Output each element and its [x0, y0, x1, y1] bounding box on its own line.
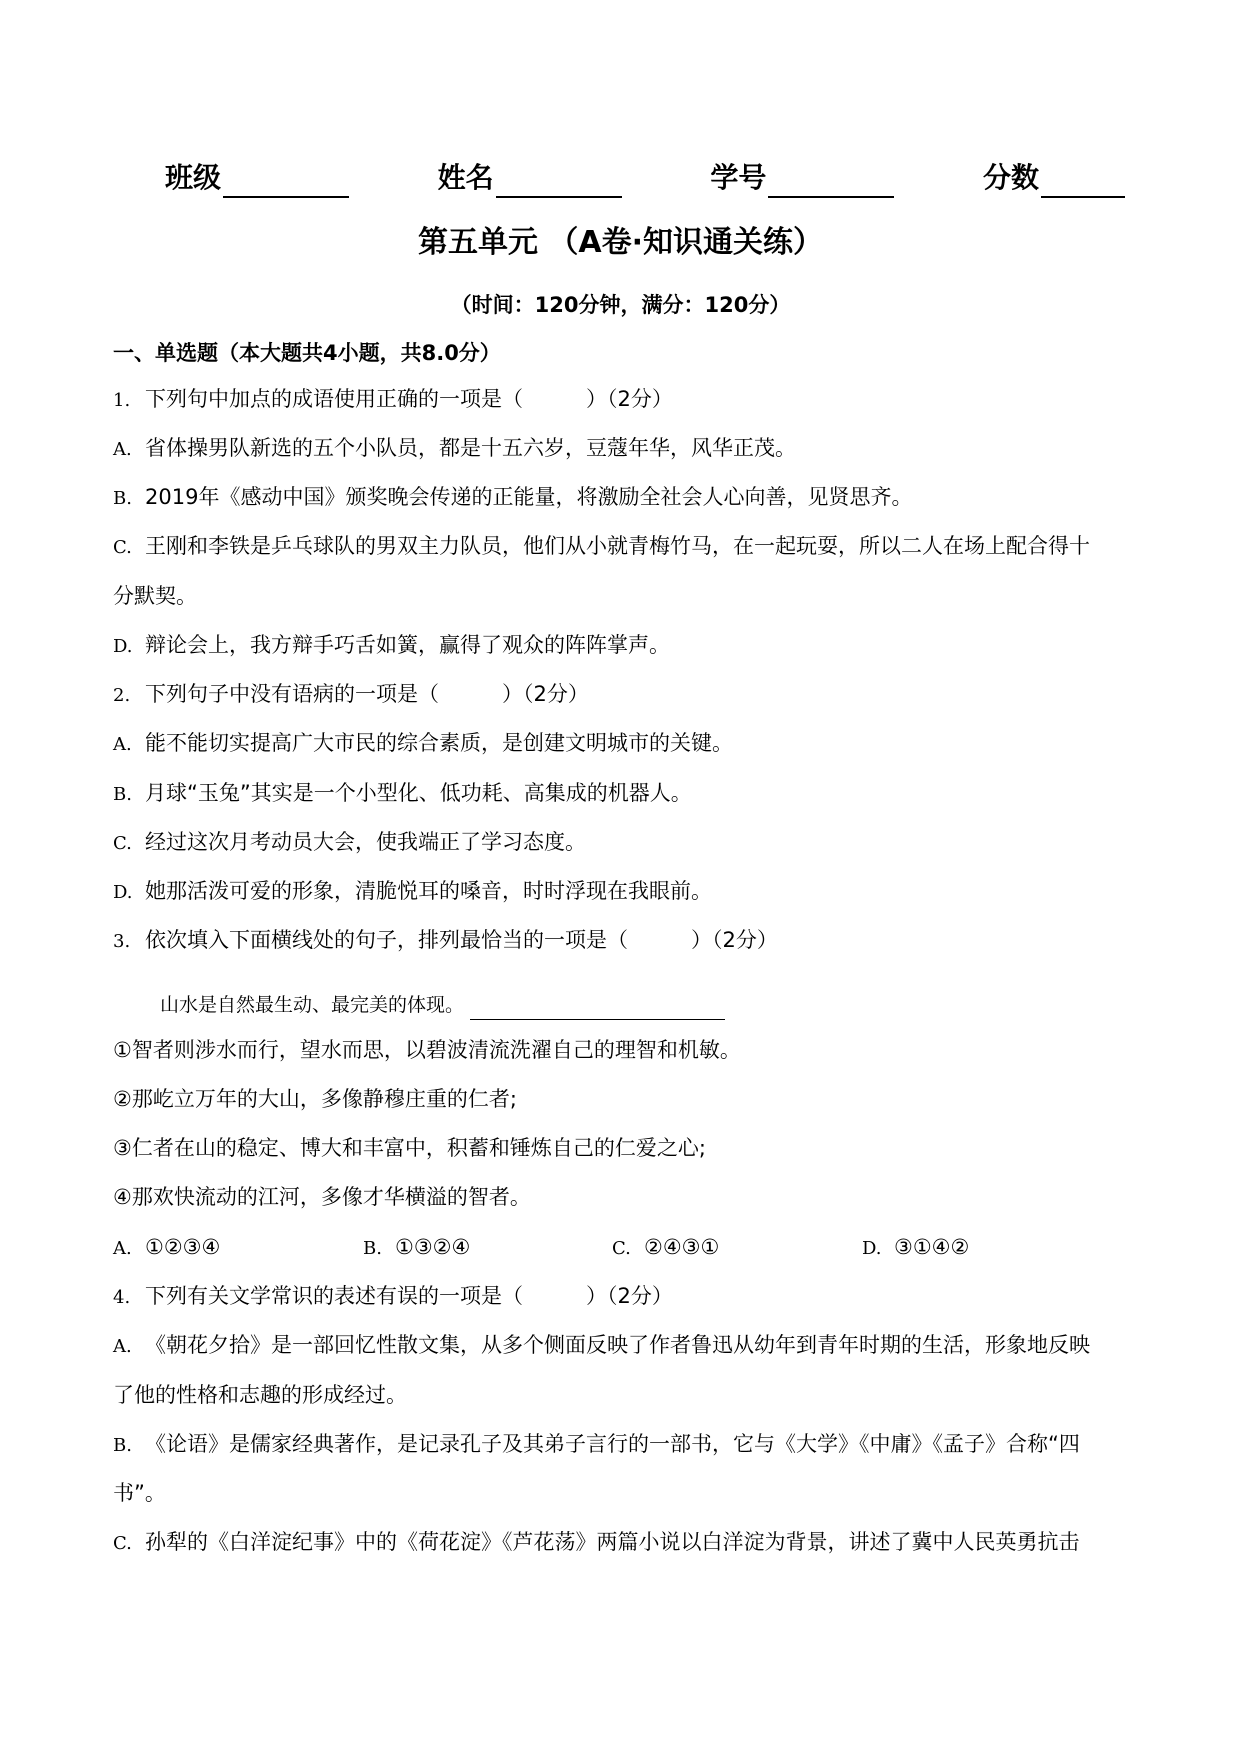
score-blank — [1041, 164, 1125, 198]
question-number: 4. — [113, 1287, 131, 1308]
name-blank — [496, 164, 622, 198]
option-3d — [862, 1232, 969, 1264]
question-stem: 下列有关文学常识的表述有误的一项是（ ）（2分） — [145, 1284, 673, 1308]
question-stem: 依次填入下面横线处的句子，排列最恰当的一项是（ ）（2分） — [145, 928, 778, 952]
option-text: ③①④② — [894, 1235, 970, 1259]
id-label: 学号 — [710, 161, 767, 194]
option-text: 经过这次月考动员大会，使我端正了学习态度。 — [145, 830, 586, 854]
question-number: 2. — [113, 685, 131, 706]
option-label: D. — [113, 636, 133, 657]
option-1d — [113, 630, 670, 662]
section-heading: 一、单选题（本大题共4小题，共8.0分） — [113, 341, 501, 365]
option-label: A. — [113, 1336, 132, 1357]
option-3b — [363, 1232, 470, 1264]
option-label: D. — [113, 882, 133, 903]
sentence-4: ④那欢快流动的江河，多像才华横溢的智者。 — [113, 1185, 531, 1209]
page-subtitle: （时间：120分钟，满分：120分） — [450, 293, 791, 317]
option-text: 2019年《感动中国》颁奖晚会传递的正能量，将激励全社会人心向善，见贤思齐。 — [145, 485, 913, 509]
option-4a — [113, 1330, 1090, 1362]
question-4 — [113, 1281, 673, 1313]
option-label: C. — [113, 833, 132, 854]
option-label: B. — [113, 1435, 132, 1456]
option-text: 她那活泼可爱的形象，清脆悦耳的嗓音，时时浮现在我眼前。 — [145, 879, 712, 903]
option-2d — [113, 876, 712, 908]
score-label: 分数 — [982, 161, 1039, 194]
option-4c — [113, 1527, 1080, 1559]
name-label: 姓名 — [437, 161, 494, 194]
option-3c — [612, 1232, 719, 1264]
sentence-1: ①智者则涉水而行，望水而思，以碧波清流洗濯自己的理智和机敏。 — [113, 1038, 741, 1062]
class-label: 班级 — [165, 161, 222, 194]
option-label: C. — [113, 537, 132, 558]
question-number: 1. — [113, 390, 131, 411]
option-label: D. — [862, 1238, 882, 1259]
score-field — [983, 158, 1125, 198]
id-field — [710, 158, 894, 198]
option-label: A. — [113, 1238, 132, 1259]
sentence-2: ②那屹立万年的大山，多像静穆庄重的仁者; — [113, 1087, 517, 1111]
question-2 — [113, 679, 589, 711]
option-label: A. — [113, 734, 132, 755]
option-2c — [113, 827, 586, 859]
question-number: 3. — [113, 931, 131, 952]
option-text: 《论语》是儒家经典著作，是记录孔子及其弟子言行的一部书，它与《大学》《中庸》《孟子》合称“四 — [145, 1432, 1080, 1456]
class-field — [165, 158, 349, 198]
option-label: A. — [113, 439, 132, 460]
option-4b — [113, 1429, 1080, 1461]
option-text: ①②③④ — [145, 1235, 221, 1259]
name-field — [438, 158, 622, 198]
class-blank — [223, 164, 349, 198]
option-label: B. — [113, 488, 132, 509]
option-3a — [113, 1232, 220, 1264]
id-blank — [768, 164, 894, 198]
option-text: 《朝花夕拾》是一部回忆性散文集，从多个侧面反映了作者鲁迅从幼年到青年时期的生活，形象地反映 — [145, 1333, 1090, 1357]
option-label: C. — [612, 1238, 631, 1259]
question-1 — [113, 384, 673, 416]
fill-blank — [470, 997, 725, 1020]
option-2b — [113, 778, 692, 810]
question-stem: 下列句中加点的成语使用正确的一项是（ ）（2分） — [145, 387, 673, 411]
option-text: 月球“玉兔”其实是一个小型化、低功耗、高集成的机器人。 — [145, 781, 692, 805]
sentence-3: ③仁者在山的稳定、博大和丰富中，积蓄和锤炼自己的仁爱之心; — [113, 1136, 706, 1160]
page-title: 第五单元 （A卷·知识通关练） — [417, 225, 824, 260]
option-text: ②④③① — [644, 1235, 720, 1259]
option-label: B. — [363, 1238, 382, 1259]
option-1a — [113, 433, 796, 465]
passage-text: 山水是自然最生动、最完美的体现。 — [160, 994, 465, 1016]
option-4b-cont: 书”。 — [113, 1481, 166, 1505]
option-1b — [113, 482, 912, 514]
option-text: 辩论会上，我方辩手巧舌如簧，赢得了观众的阵阵掌声。 — [145, 633, 670, 657]
option-1c — [113, 531, 1090, 563]
option-text: 孙犁的《白洋淀纪事》中的《荷花淀》《芦花荡》两篇小说以白洋淀为背景，讲述了冀中人民英勇抗击 — [145, 1530, 1080, 1554]
option-label: C. — [113, 1533, 132, 1554]
question-stem: 下列句子中没有语病的一项是（ ）（2分） — [145, 682, 589, 706]
student-info-header — [165, 158, 1125, 198]
option-2a — [113, 728, 733, 760]
option-text: ①③②④ — [395, 1235, 471, 1259]
option-text: 能不能切实提高广大市民的综合素质，是创建文明城市的关键。 — [145, 731, 733, 755]
option-text: 省体操男队新选的五个小队员，都是十五六岁，豆蔻年华，风华正茂。 — [145, 436, 796, 460]
option-4a-cont: 了他的性格和志趣的形成经过。 — [113, 1383, 407, 1407]
option-label: B. — [113, 784, 132, 805]
option-1c-cont: 分默契。 — [113, 584, 197, 608]
passage-line — [160, 990, 725, 1020]
question-3 — [113, 925, 778, 957]
option-text: 王刚和李铁是乒乓球队的男双主力队员，他们从小就青梅竹马，在一起玩耍，所以二人在场上配合得十 — [145, 534, 1090, 558]
